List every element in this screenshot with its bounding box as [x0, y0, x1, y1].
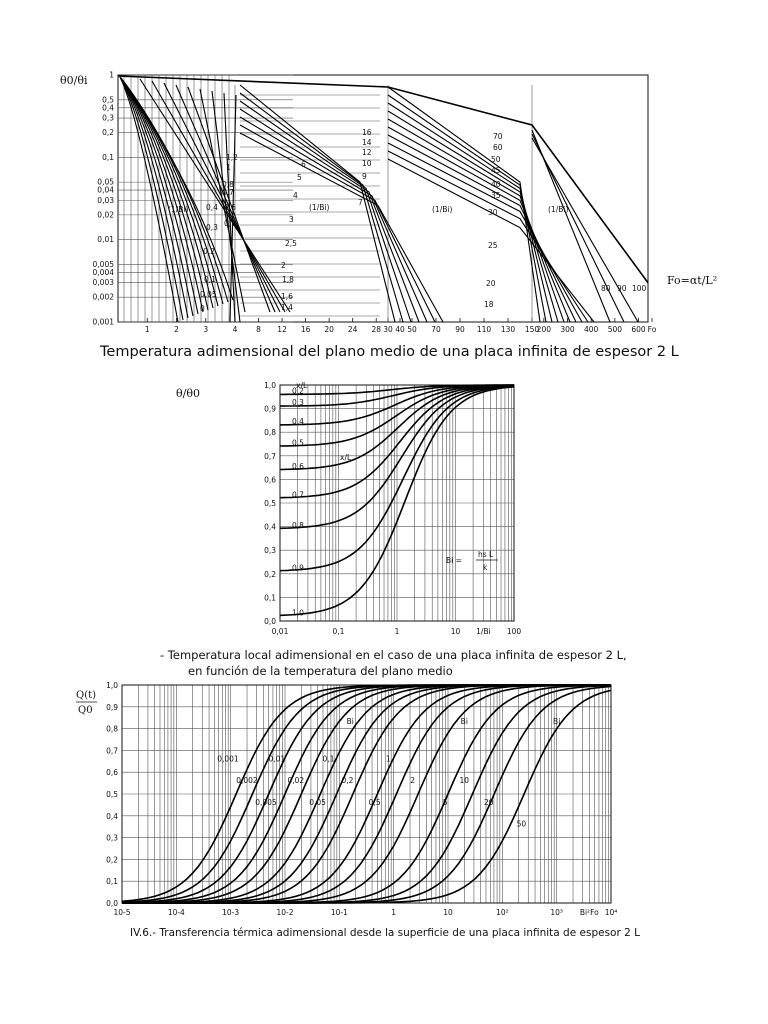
chart1-curve-label: 7 [358, 198, 363, 207]
chart1-curve-group4 [388, 135, 576, 322]
chart1-x-tick-label: 40 [395, 325, 405, 334]
chart-local-temperature [160, 381, 627, 678]
chart1-curve-label: 80 [601, 284, 611, 293]
chart1-curve-label: 6 [301, 160, 306, 169]
chart-midplane-temperature [60, 71, 717, 361]
chart2-title: - Temperatura local adimensional en el caso de una placa infinita de espesor 2 L, [160, 648, 627, 662]
chart1-curve-label: 16 [362, 128, 372, 137]
chart1-y-tick-label: 0,03 [97, 195, 114, 205]
chart3-curve-label: 0,1 [322, 754, 335, 764]
chart1-curve-label: 10 [362, 159, 372, 168]
chart1-curve-label: 0,5 [224, 219, 236, 228]
chart1-x-tick-label: 130 [500, 325, 516, 334]
chart2-y-tick-label: 0,3 [264, 546, 276, 556]
chart3-curve-label: 0,2 [341, 776, 354, 786]
chart2-series-param-label: x/L [296, 381, 308, 390]
chart3-x-tick-label: 10-5 [113, 908, 131, 917]
chart3-x-tick-label: 1 [391, 908, 397, 917]
chart1-x-tick-label: 200 [536, 325, 552, 334]
chart3-y-tick-label: 0,6 [106, 768, 118, 778]
chart1-x-tick-label: 150 [524, 325, 540, 334]
chart1-curve-label: 0 [200, 304, 205, 313]
chart1-x-tick-label: 3 [203, 325, 209, 334]
chart1-x-tick-label: 1 [144, 325, 150, 334]
chart1-x-tick-label: 24 [347, 325, 358, 334]
chart1-y-tick-label: 0,3 [102, 113, 114, 123]
chart2-curve-label: 0,2 [292, 386, 304, 396]
chart1-x-tick-label: 90 [455, 325, 465, 334]
chart1-y-tick-label: 0,05 [97, 177, 114, 187]
chart3-curve-label: 0,05 [309, 797, 326, 807]
chart1-x-tick-label: 300 [560, 325, 575, 334]
chart1-curve-label: 90 [617, 284, 627, 293]
chart1-x-tick-label: 20 [324, 325, 334, 334]
chart1-y-tick-label: 0,001 [92, 317, 114, 327]
chart1-curve-label: 18 [484, 300, 494, 309]
chart1-curve-label: 30 [488, 208, 498, 217]
chart2-y-tick-label: 0,0 [264, 617, 276, 626]
chart3-y-tick-label: 0,1 [106, 877, 118, 887]
chart3-x-axis-label: Bi²Fo [579, 908, 599, 917]
chart3-curve-label: 0,005 [255, 797, 277, 807]
chart1-y-tick-label: 0,2 [102, 128, 114, 138]
chart1-curve-label: 50 [491, 155, 501, 164]
chart2-y-axis-label: θ/θ0 [176, 387, 200, 400]
chart3-curve [122, 685, 611, 901]
chart3-bi-label: Bi [460, 717, 468, 727]
chart2-curve-label: 0,7 [292, 490, 304, 500]
chart1-x-tick-label: 16 [300, 325, 311, 334]
chart1-family-label: (1/Bi) [168, 205, 189, 214]
chart1-y-tick-label: 0,4 [102, 103, 114, 113]
chart2-curve-label: 0,3 [292, 398, 304, 408]
chart1-curve-group1 [120, 77, 233, 300]
chart1-y-tick-label: 0,01 [97, 235, 114, 245]
chart3-x-tick-label: 10 [443, 908, 453, 917]
chart1-x-tick-label: Fo [647, 325, 657, 334]
chart1-curve-label: 4 [293, 191, 298, 200]
chart1-curve-group1 [120, 77, 178, 322]
chart1-x-tick-label: 600 [631, 325, 646, 334]
chart1-curve-label: 0,1 [204, 275, 216, 284]
chart1-x-axis-label: Fo=αt/L² [667, 274, 718, 287]
chart3-curve-label: 0,002 [236, 776, 258, 786]
chart3-y-axis-label-numerator: Q(t) [76, 690, 97, 701]
chart3-bi-label: Bi [553, 717, 561, 727]
chart1-x-tick-label: 50 [407, 325, 417, 334]
chart3-y-tick-label: 0,5 [106, 790, 118, 799]
chart3-y-tick-label: 0,4 [106, 811, 118, 821]
chart1-curve-label: 70 [493, 132, 503, 141]
chart1-curve-group3 [240, 125, 435, 322]
chart2-y-tick-label: 0,5 [264, 499, 276, 508]
chart3-curve-label: 1 [385, 754, 391, 764]
chart3-curve-label: 0,02 [287, 776, 305, 786]
chart1-curve-label: 0,6 [224, 203, 236, 212]
chart1-curve-label: 14 [362, 138, 372, 147]
chart3-curve-label: 20 [483, 797, 494, 807]
chart3-y-tick-label: 0,2 [106, 855, 118, 865]
chart1-x-tick-label: 500 [607, 325, 623, 334]
chart1-y-tick-label: 0,003 [92, 278, 114, 288]
chart1-family-label: (1/Bi) [309, 203, 330, 212]
chart1-curve-label: 1,6 [281, 292, 293, 301]
chart1-family-label: (1/Bi) [548, 205, 569, 214]
chart1-curve-label: 45 [491, 166, 501, 175]
chart1-curve-label: 0,8 [222, 180, 234, 189]
chart3-y-tick-label: 0,0 [106, 899, 118, 908]
chart1-x-tick-label: 28 [371, 325, 382, 334]
chart1-curve-label: 0,05 [200, 290, 217, 299]
chart1-curve-label: 100 [632, 284, 647, 293]
chart1-curve-group2 [152, 81, 285, 312]
chart2-x-tick-label: 1 [394, 627, 400, 636]
chart2-y-tick-label: 0,7 [264, 451, 276, 461]
chart3-y-tick-label: 0,8 [106, 724, 118, 734]
chart-heat-transfer [76, 681, 640, 939]
chart1-y-tick-label: 0,02 [97, 210, 114, 220]
chart3-curve-label: 5 [442, 797, 448, 807]
chart1-curve-label: 8 [360, 184, 365, 193]
chart1-y-tick-label: 0,004 [92, 267, 114, 277]
chart3-y-tick-label: 1,0 [106, 681, 118, 690]
chart2-x-tick-label: 1/Bi [476, 627, 491, 636]
chart2-x-tick-label: 0,1 [332, 627, 345, 636]
chart1-x-tick-label: 30 [383, 325, 393, 334]
chart1-curve-label: 0,7 [222, 188, 234, 197]
chart2-x-tick-label: 100 [506, 627, 522, 636]
chart3-curve-label: 50 [516, 819, 527, 829]
chart1-x-tick-label: 8 [256, 325, 261, 334]
chart3-curve-label: 0,5 [368, 797, 381, 807]
chart1-curve-label: 0,4 [206, 203, 218, 212]
chart2-grid [280, 385, 514, 621]
chart1-y-tick-label: 0,1 [102, 152, 114, 162]
chart1-curve-label: 35 [491, 191, 501, 200]
chart2-curve-label: 0,8 [292, 520, 304, 530]
chart1-curve-group5 [532, 138, 638, 322]
chart1-title: Temperatura adimensional del plano medio de una placa infinita de espesor 2 L [100, 344, 679, 360]
chart1-curve-label: 2,5 [285, 239, 297, 248]
chart1-curve-label: 1,4 [281, 303, 293, 312]
chart1-x-tick-label: 110 [476, 325, 492, 334]
chart1-curve-label: 12 [362, 148, 372, 157]
chart3-y-axis-label-denominator: Q0 [78, 705, 93, 716]
chart1-curve-label: 0,3 [206, 223, 218, 232]
chart1-x-tick-label: 12 [277, 325, 287, 334]
chart2-curve-label: 0,5 [292, 438, 304, 448]
chart1-curve-label: 1,2 [226, 153, 238, 162]
chart3-x-tick-label: 10² [496, 908, 509, 917]
chart2-bi-formula-left: Bi = [446, 556, 462, 565]
chart2-y-tick-label: 0,2 [264, 569, 276, 579]
chart1-x-tick-label: 70 [431, 325, 441, 334]
chart1-curve-label: 2 [281, 261, 286, 270]
chart3-y-tick-label: 0,9 [106, 702, 118, 712]
chart2-x-tick-label: 0,01 [271, 627, 289, 636]
chart3-curve-label: 10 [459, 776, 470, 786]
chart1-y-axis-label: θ0/θi [60, 74, 88, 87]
chart2-bi-formula-num: hs L [478, 550, 494, 559]
chart3-y-tick-label: 0,7 [106, 746, 118, 756]
chart2-curve-label: 0,6 [292, 461, 304, 471]
chart3-y-tick-label: 0,3 [106, 833, 118, 843]
chart1-y-tick-label: 0,5 [102, 95, 114, 105]
chart3-x-tick-label: 10-1 [330, 908, 348, 917]
chart1-curve-label: 0,2 [203, 247, 215, 256]
chart2-y-tick-label: 1,0 [264, 381, 276, 390]
chart1-curves [118, 76, 648, 322]
chart3-curve-label: 0,001 [217, 754, 239, 764]
chart2-curve-label: 0,4 [292, 417, 304, 427]
chart2-y-tick-label: 0,4 [264, 522, 276, 532]
chart1-y-tick-label: 1 [109, 70, 114, 80]
chart3-x-tick-label: 10-2 [276, 908, 294, 917]
chart1-curve-label: 3 [289, 215, 294, 224]
chart2-y-tick-label: 0,9 [264, 404, 276, 414]
chart2-bi-formula-den: k [483, 563, 488, 572]
chart3-x-tick-label: 10-3 [222, 908, 240, 917]
chart1-x-tick-label: 4 [232, 325, 238, 334]
chart1-curve-label: 25 [488, 241, 498, 250]
chart1-curve-label: 60 [493, 143, 503, 152]
chart1-curve-label: 1,8 [282, 275, 294, 284]
chart3-curve-label: 0,01 [268, 754, 286, 764]
chart1-curve-label: 5 [297, 173, 302, 182]
chart3-x-tick-label: 10-4 [167, 908, 185, 917]
chart1-x-tick-label: 400 [584, 325, 599, 334]
chart2-curve-label: 0,9 [292, 563, 304, 573]
chart2-y-tick-label: 0,1 [264, 593, 276, 603]
chart1-curve-label: 20 [486, 279, 496, 288]
chart2-xl-annotation: x/L [340, 453, 352, 462]
chart1-curve-label: 1 [226, 163, 231, 172]
chart2-y-tick-label: 0,8 [264, 428, 276, 438]
chart2-y-tick-label: 0,6 [264, 475, 276, 485]
chart1-curve-label: 40 [491, 180, 501, 189]
chart3-bi-label: Bi [346, 717, 354, 727]
chart2-curve-label: 1,0 [292, 608, 304, 618]
chart1-curve-label: 9 [362, 172, 367, 181]
chart1-x-tick-label: 2 [174, 325, 179, 334]
chart3-title: IV.6.- Transferencia térmica adimensional desde la superficie de una placa infinita de espesor 2 L [130, 927, 640, 939]
chart1-grid [118, 75, 652, 322]
chart3-x-tick-label: 10⁴ [604, 908, 618, 917]
chart2-labels [264, 381, 521, 636]
chart2-subtitle: en función de la temperatura del plano medio [188, 664, 453, 678]
chart1-y-tick-label: 0,04 [97, 185, 114, 195]
chart1-y-tick-label: 0,005 [92, 259, 114, 269]
chart2-x-tick-label: 10 [450, 627, 461, 636]
chart1-y-tick-label: 0,002 [92, 292, 114, 302]
chart3-curve-label: 2 [410, 776, 416, 786]
chart1-curve-group1 [120, 77, 183, 320]
chart1-family-label: (1/Bi) [432, 205, 453, 214]
chart3-x-tick-label: 10³ [550, 908, 563, 917]
